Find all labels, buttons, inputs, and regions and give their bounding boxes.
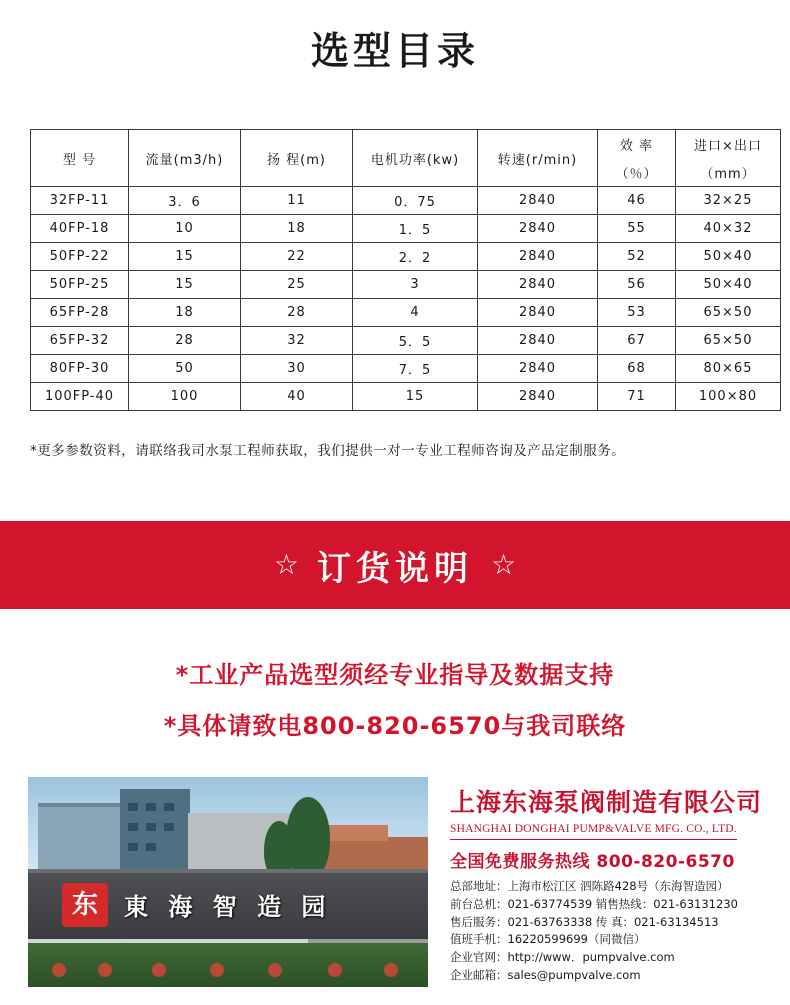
photo-flower [384, 963, 398, 977]
cell-efficiency: 56 [598, 271, 676, 299]
table-row [31, 187, 781, 215]
contact-email: 企业邮箱：sales@pumpvalve.com [450, 968, 641, 983]
cell-ports: 80×65 [676, 355, 781, 383]
cell-head: 32 [241, 327, 353, 355]
contact-list [450, 878, 762, 985]
cell-ports: 40×32 [676, 215, 781, 243]
cell-power: 15 [353, 383, 478, 411]
cell-flow: 3．6 [129, 187, 241, 215]
cell-model: 65FP-28 [31, 299, 129, 327]
cell-ports: 65×50 [676, 327, 781, 355]
notice-line-2: *具体请致电800-820-6570与我司联络 [163, 712, 627, 740]
table-row [31, 383, 781, 411]
cell-head: 25 [241, 271, 353, 299]
cell-power: 5．5 [353, 327, 478, 355]
table-row [31, 299, 781, 327]
hotline: 全国免费服务热线 800-820-6570 [450, 852, 735, 872]
cell-head: 18 [241, 215, 353, 243]
photo-flower [152, 963, 166, 977]
cell-head: 40 [241, 383, 353, 411]
table-row [31, 327, 781, 355]
photo-flower [98, 963, 112, 977]
cell-efficiency: 68 [598, 355, 676, 383]
cell-efficiency: 46 [598, 187, 676, 215]
cell-ports: 100×80 [676, 383, 781, 411]
photo-flower [210, 963, 224, 977]
cell-head: 30 [241, 355, 353, 383]
cell-efficiency: 71 [598, 383, 676, 411]
star-icon-right: ☆ [491, 549, 517, 580]
cell-flow: 50 [129, 355, 241, 383]
header-cell-ports-unit: （mm） [676, 158, 781, 187]
banner-title: 订货说明 [317, 548, 473, 589]
cell-flow: 10 [129, 215, 241, 243]
order-instructions-banner [0, 521, 790, 609]
cell-speed: 2840 [478, 215, 598, 243]
cell-flow: 18 [129, 299, 241, 327]
contact-website: 企业官网：http://www．pumpvalve.com [450, 950, 675, 965]
photo-wall-logo: 东 [62, 883, 108, 927]
cell-model: 50FP-25 [31, 271, 129, 299]
factory-photo [28, 777, 428, 987]
table-row [31, 355, 781, 383]
cell-power: 4 [353, 299, 478, 327]
photo-window [146, 803, 156, 811]
cell-flow: 15 [129, 271, 241, 299]
cell-head: 22 [241, 243, 353, 271]
header-cell-efficiency: 效 率 [598, 130, 676, 159]
photo-window [164, 823, 174, 831]
page-title [0, 0, 790, 81]
cell-head: 11 [241, 187, 353, 215]
cell-speed: 2840 [478, 243, 598, 271]
cell-model: 40FP-18 [31, 215, 129, 243]
header-cell-power: 电机功率(kw) [353, 130, 478, 187]
cell-model: 100FP-40 [31, 383, 129, 411]
cell-model: 32FP-11 [31, 187, 129, 215]
cell-speed: 2840 [478, 327, 598, 355]
photo-window [128, 823, 138, 831]
cell-efficiency: 55 [598, 215, 676, 243]
cell-ports: 50×40 [676, 271, 781, 299]
spec-table-body [31, 187, 781, 411]
notice-block [0, 655, 790, 741]
star-icon-left: ☆ [273, 549, 299, 580]
notice-line-1: *工业产品选型须经专业指导及数据支持 [175, 661, 615, 689]
photo-window [146, 843, 156, 851]
cell-model: 50FP-22 [31, 243, 129, 271]
contact-after-sales: 售后服务：021-63763338 传 真：021-63134513 [450, 914, 719, 929]
photo-flower [328, 963, 342, 977]
header-cell-efficiency-unit: （％） [598, 158, 676, 187]
photo-window [128, 843, 138, 851]
contact-address: 总部地址：上海市松江区 泗陈路428号（东海智造园） [450, 879, 729, 893]
table-note: *更多参数资料，请联络我司水泵工程师获取，我们提供一对一专业工程师咨询及产品定制服务。 [30, 443, 626, 459]
photo-flower [268, 963, 282, 977]
cell-speed: 2840 [478, 187, 598, 215]
photo-wall-text: 東 海 智 造 园 [124, 893, 332, 921]
cell-ports: 50×40 [676, 243, 781, 271]
cell-flow: 28 [129, 327, 241, 355]
cell-speed: 2840 [478, 271, 598, 299]
cell-model: 65FP-32 [31, 327, 129, 355]
company-info [450, 777, 762, 985]
header-cell-head: 扬 程(m) [241, 130, 353, 187]
table-row [31, 215, 781, 243]
spec-table-wrap [30, 129, 760, 411]
cell-flow: 100 [129, 383, 241, 411]
cell-head: 28 [241, 299, 353, 327]
cell-model: 80FP-30 [31, 355, 129, 383]
photo-hedge [28, 943, 428, 987]
table-row [31, 243, 781, 271]
photo-window [146, 823, 156, 831]
photo-roof-upper [328, 825, 388, 841]
cell-speed: 2840 [478, 355, 598, 383]
header-cell-model: 型 号 [31, 130, 129, 187]
page-title-text: 选型目录 [310, 29, 479, 73]
header-cell-speed: 转速(r/min) [478, 130, 598, 187]
cell-speed: 2840 [478, 383, 598, 411]
cell-power: 1．5 [353, 215, 478, 243]
cell-efficiency: 52 [598, 243, 676, 271]
cell-efficiency: 67 [598, 327, 676, 355]
company-name-en: SHANGHAI DONGHAI PUMP&VALVE MFG. CO., LTD. [450, 823, 737, 840]
cell-power: 3 [353, 271, 478, 299]
table-row [31, 271, 781, 299]
header-cell-flow: 流量(m3/h) [129, 130, 241, 187]
photo-flower [52, 963, 66, 977]
company-name-cn: 上海东海泵阀制造有限公司 [450, 788, 763, 817]
cell-flow: 15 [129, 243, 241, 271]
cell-ports: 65×50 [676, 299, 781, 327]
cell-power: 7．5 [353, 355, 478, 383]
cell-power: 0．75 [353, 187, 478, 215]
table-header-row [31, 130, 781, 159]
contact-front-desk: 前台总机：021-63774539 销售热线：021-63131230 [450, 896, 738, 911]
cell-power: 2．2 [353, 243, 478, 271]
footer [0, 777, 790, 987]
cell-speed: 2840 [478, 299, 598, 327]
cell-efficiency: 53 [598, 299, 676, 327]
photo-window [164, 803, 174, 811]
header-cell-ports: 进口×出口 [676, 130, 781, 159]
cell-ports: 32×25 [676, 187, 781, 215]
spec-table [30, 129, 781, 411]
photo-window [128, 803, 138, 811]
contact-mobile: 值班手机：16220599699（同微信） [450, 932, 646, 947]
